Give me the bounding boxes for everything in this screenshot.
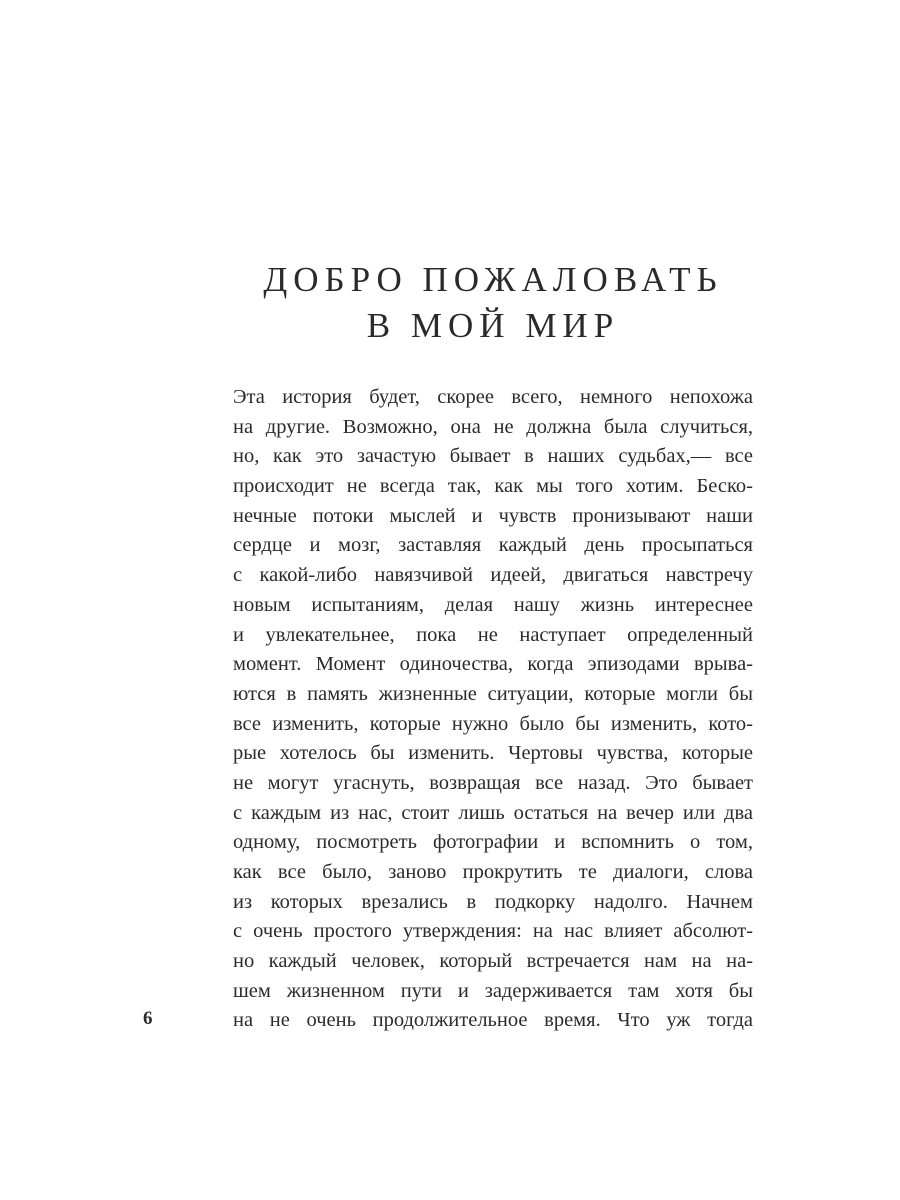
text-line: но, как это зачастую бывает в наших судьбах,— все: [233, 445, 753, 468]
text-line: момент. Момент одиночества, когда эпизодами врыва-: [233, 653, 753, 676]
text-line: как все было, заново прокрутить те диалоги, слова: [233, 861, 753, 883]
text-line: и увлекательнее, пока не наступает определенный: [233, 623, 753, 646]
chapter-title-line-1: ДОБРО ПОЖАЛОВАТЬ: [263, 260, 723, 299]
text-line: сердце и мозг, заставляя каждый день просыпаться: [233, 534, 753, 557]
text-line: шем жизненном пути и задерживается там хотя бы: [233, 979, 753, 1002]
text-line: из которых врезались в подкорку надолго. Начнем: [233, 890, 753, 913]
text-line: с каждым из нас, стоит лишь остаться на вечер или два: [233, 801, 753, 824]
chapter-title-line-2: В МОЙ МИР: [366, 306, 620, 345]
text-line: не могут угаснуть, возвращая все назад. Это бывает: [233, 771, 753, 794]
body-paragraph: [233, 383, 753, 1036]
text-line: одному, посмотреть фотографии и вспомнить о том,: [233, 831, 753, 854]
text-line: на не очень продолжительное время. Что уж тогда: [233, 1009, 753, 1032]
text-line: нечные потоки мыслей и чувств пронизывают наши: [233, 504, 753, 527]
text-line: новым испытаниям, делая нашу жизнь интереснее: [233, 593, 753, 616]
text-line: Эта история будет, скорее всего, немного непохожа: [233, 386, 753, 408]
text-line: происходит не всегда так, как мы того хотим. Беско-: [233, 475, 753, 498]
text-line: рые хотелось бы изменить. Чертовы чувства, которые: [233, 742, 753, 765]
text-line: с какой-либо навязчивой идеей, двигаться навстречу: [233, 564, 753, 587]
text-line: с очень простого утверждения: на нас влияет абсолют-: [233, 920, 753, 943]
text-line: на другие. Возможно, она не должна была случиться,: [233, 415, 753, 438]
text-line: но каждый человек, который встречается нам на на-: [233, 950, 753, 973]
text-line: все изменить, которые нужно было бы изменить, кото-: [233, 712, 753, 735]
page-number: 6: [143, 1008, 153, 1029]
text-line: ются в память жизненные ситуации, которые могли бы: [233, 682, 753, 705]
